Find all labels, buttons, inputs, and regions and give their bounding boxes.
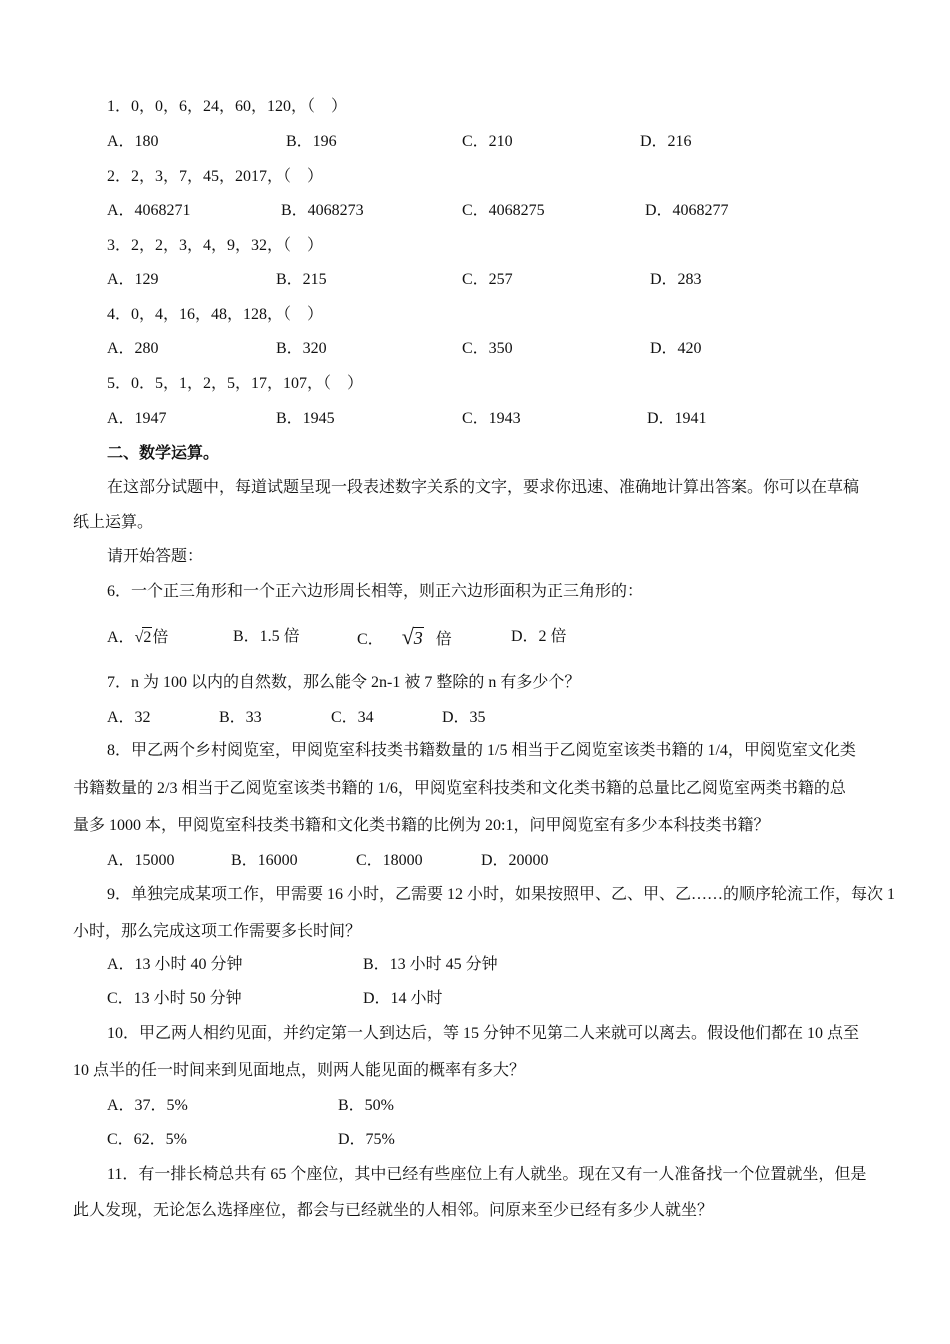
question-8-option-c: C．18000 xyxy=(356,852,423,869)
question-7-option-d: D．35 xyxy=(442,709,486,726)
question-1-option-d: D．216 xyxy=(640,133,692,150)
question-10-line-2: 10 点半的任一时间来到见面地点，则两人能见面的概率有多大？ xyxy=(73,1062,526,1079)
start-instruction: 请开始答题： xyxy=(107,548,204,565)
question-4-option-a: A．280 xyxy=(107,340,159,357)
section-intro-line-2: 纸上运算。 xyxy=(73,514,154,531)
question-4-option-d: D．420 xyxy=(650,340,702,357)
question-4-option-b: B．320 xyxy=(276,340,327,357)
question-2-option-b: B．4068273 xyxy=(281,202,364,219)
question-4-option-c: C．350 xyxy=(462,340,513,357)
question-9-option-c: C．13 小时 50 分钟 xyxy=(107,990,242,1007)
question-4-stem: 4．0，4，16，48，128，（ ） xyxy=(107,306,324,323)
question-11-line-2: 此人发现，无论怎么选择座位，都会与已经就坐的人相邻。问原来至少已经有多少人就坐？ xyxy=(73,1202,714,1219)
question-2-stem: 2．2，3，7，45，2017，（ ） xyxy=(107,168,324,185)
question-1-option-c: C．210 xyxy=(462,133,513,150)
question-6-option-a xyxy=(107,627,168,648)
question-10-line-1: 10．甲乙两人相约见面，并约定第一人到达后，等 15 分钟不见第二人来就可以离去。假设他们都在 10 点至 xyxy=(107,1025,860,1042)
question-8-line-1: 8．甲乙两个乡村阅览室，甲阅览室科技类书籍数量的 1/5 相当于乙阅览室该类书籍的 1/4，甲阅览室文化类 xyxy=(107,742,856,759)
question-2-option-c: C．4068275 xyxy=(462,202,545,219)
question-5-stem: 5．0．5，1，2，5，17，107，（ ） xyxy=(107,375,364,392)
question-5-option-d: D．1941 xyxy=(647,410,707,427)
question-8-option-d: D．20000 xyxy=(481,852,549,869)
question-6-option-b: B．1.5 倍 xyxy=(233,628,300,645)
question-10-option-c: C．62．5% xyxy=(107,1131,188,1148)
question-3-stem: 3．2，2，3，4，9，32，（ ） xyxy=(107,237,324,254)
question-8-line-2: 书籍数量的 2/3 相当于乙阅览室该类书籍的 1/6，甲阅览室科技类和文化类书籍的总量比乙阅览室两类书籍的总 xyxy=(73,780,846,797)
question-3-option-d: D．283 xyxy=(650,271,702,288)
question-8-line-3: 量多 1000 本，甲阅览室科技类书籍和文化类书籍的比例为 20:1，问甲阅览室有多少本科技类书籍？ xyxy=(73,817,770,834)
question-5-option-a: A．1947 xyxy=(107,410,167,427)
question-7-stem: 7．n 为 100 以内的自然数，那么能令 2n-1 被 7 整除的 n 有多少个？ xyxy=(107,674,581,691)
question-3-option-c: C．257 xyxy=(462,271,513,288)
question-2-option-a: A．4068271 xyxy=(107,202,191,219)
question-10-option-d: D．75% xyxy=(338,1131,395,1148)
question-9-line-2: 小时，那么完成这项工作需要多长时间？ xyxy=(73,923,362,940)
question-3-option-a: A．129 xyxy=(107,271,159,288)
section-intro-line-1: 在这部分试题中，每道试题呈现一段表述数字关系的文字，要求你迅速、准确地计算出答案。你可以在草稿 xyxy=(107,479,860,496)
question-1-option-b: B．196 xyxy=(286,133,337,150)
option-c-label: C． xyxy=(357,631,384,648)
question-3-option-b: B．215 xyxy=(276,271,327,288)
question-8-option-a: A．15000 xyxy=(107,852,175,869)
question-8-option-b: B．16000 xyxy=(231,852,298,869)
question-1-option-a: A．180 xyxy=(107,133,159,150)
question-10-option-b: B．50% xyxy=(338,1097,395,1114)
question-10-option-a: A．37．5% xyxy=(107,1097,188,1114)
question-9-option-d: D．14 小时 xyxy=(363,990,443,1007)
question-7-option-b: B．33 xyxy=(219,709,262,726)
question-7-option-c: C．34 xyxy=(331,709,374,726)
question-9-option-b: B．13 小时 45 分钟 xyxy=(363,956,498,973)
option-a-unit: 倍 xyxy=(152,629,169,646)
question-6-option-c xyxy=(357,624,452,650)
sqrt-symbol: √3 xyxy=(401,624,423,649)
option-c-unit: 倍 xyxy=(435,631,452,648)
question-9-line-1: 9．单独完成某项工作，甲需要 16 小时，乙需要 12 小时，如果按照甲、乙、甲、乙……的顺序轮流工作，每次 1 xyxy=(107,886,896,903)
question-5-option-c: C．1943 xyxy=(462,410,521,427)
sqrt-symbol: √2 xyxy=(134,629,152,646)
sqrt-radicand: 2 xyxy=(143,629,152,646)
question-6-stem: 6．一个正三角形和一个正六边形周长相等，则正六边形面积为正三角形的： xyxy=(107,583,644,600)
option-a-label: A． xyxy=(107,629,135,646)
question-9-option-a: A．13 小时 40 分钟 xyxy=(107,956,243,973)
question-6-option-d: D．2 倍 xyxy=(511,628,567,645)
question-5-option-b: B．1945 xyxy=(276,410,335,427)
question-1-stem: 1．0，0，6，24，60，120，（ ） xyxy=(107,98,348,115)
question-2-option-d: D．4068277 xyxy=(645,202,729,219)
sqrt-radicand: 3 xyxy=(413,628,423,648)
question-11-line-1: 11．有一排长椅总共有 65 个座位，其中已经有些座位上有人就坐。现在又有一人准备找一个位置就坐，但是 xyxy=(107,1166,867,1183)
question-7-option-a: A．32 xyxy=(107,709,151,726)
section-heading: 二、数学运算。 xyxy=(107,445,220,462)
